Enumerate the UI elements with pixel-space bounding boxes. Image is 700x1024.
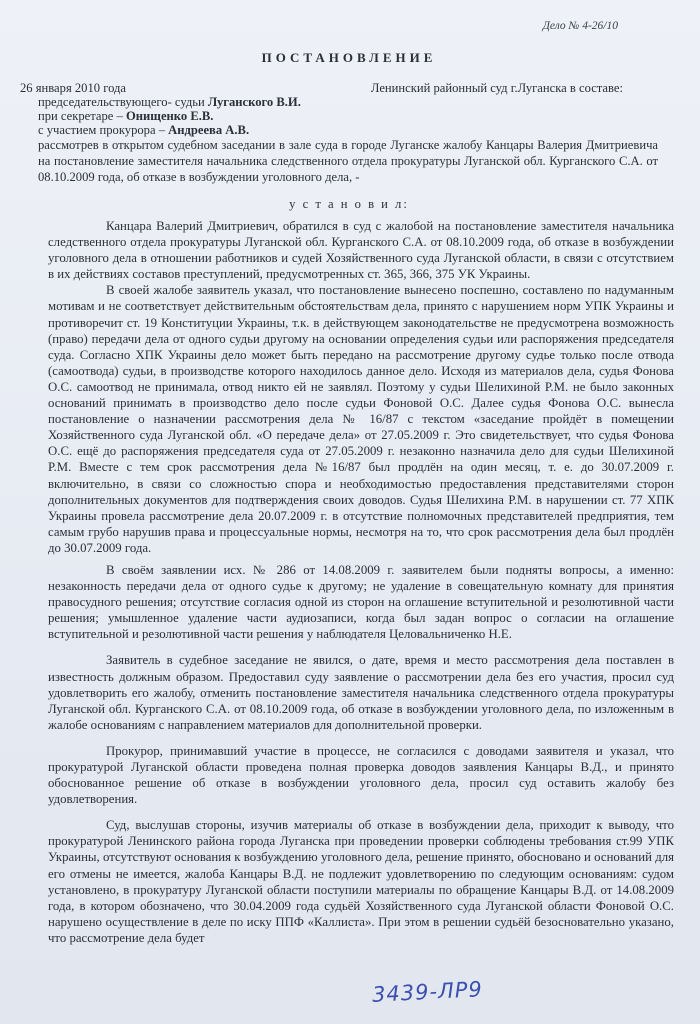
judge-name: Луганского В.И. [207, 95, 301, 109]
paragraph: Суд, выслушав стороны, изучив материалы об отказе в возбуждении дела, приходит к выводу, что прокуратурой Ленинского района города Луганска при проведении проверки соблюдены требования ст.99 УПК Украины, отсутствуют основания к возбуждению уголовного дела, решение принято, обосновано и оснований для его отмены не имеется, жалоба Канцары В.Д. не подлежит удовлетворению по следующим основаниям: судом установлено, в прокуратуру Луганской области поступили материалы по обращение Канцары В.Д. от 14.08.2009 года, в котором обозначено, что 30.04.2009 года судьёй Хозяйственного суда Луганской области Фоновой О.С. нарушено осуществление в деле по иску ППФ «Каллиста». При этом в решении судьёй безосновательно указано, что рассмотрение дела будет [48, 818, 674, 945]
handwritten-number: 3439-ЛР9 [371, 977, 484, 1007]
court-name: Ленинский районный суд г.Луганска в составе: [370, 81, 623, 95]
established-heading: у с т а н о в и л: [289, 197, 409, 211]
case-number: Дело № 4-26/10 [542, 20, 618, 32]
paragraph: В своей жалобе заявитель указал, что постановление вынесено поспешно, составлено по надуманным мотивам и не соответствует действительным обстоятельствам дела, принято с нарушением норм УПК Украины и противоречит ст. 19 Конституции Украины, т.к. в действующем законодательстве не предусмотрена возможность (право) передачи дела от одного судьи другому на основании определения судьи или распоряжения председателя суда. Согласно ХПК Украины дело может быть передано на рассмотрение другому судье только после отвода (самоотвода) судьи, в производстве которого находилось данное дело. Исходя из материалов дела, судья Фонова О.С. самоотвод не принимала, отвод никто ей не заявлял. Поэтому у судьи Шелихиной Р.М. не было законных оснований принимать в производство дело после судьи Фоновой О.С. Далее судья Фонова О.С. вынесла постановление о назначении рассмотрения дела № 16/87 с текстом «заседание пройдёт в помещении Хозяйственного суда Луганской обл. «О передаче дела» от 27.05.2009 г. Это свидетельствует, что судья Фонова О.С. ещё до распоряжения председателя суда от 27.05.2009 г. незаконно назначила дело для судьи Шелихиной Р.М. Вместе с тем срок рассмотрения дела №16/87 был продлён на один месяц, т. е. до 30.07.2009 г. включительно, в связи со сложностью спора и необходимостью предоставления представителями сторон дополнительных документов для подтверждения своих доводов. Судья Шелихина Р.М. в нарушении ст. 77 ХПК Украины провела рассмотрение дела 20.07.2009 г. в отсутствие полномочных представителей предприятия, тем самым грубо нарушив права и процессуальные нормы, несмотря на то, что срок рассмотрения дела был продлён до 30.07.2009 года. [48, 283, 674, 555]
paragraph: Прокурор, принимавший участие в процессе, не согласился с доводами заявителя и указал, что прокуратурой Луганской области проведена полная проверка доводов заявления Канцары В.Д., и принято обоснованное решение об отказе в возбуждении уголовного дела, просил суд оставить жалобу без удовлетворения. [48, 743, 674, 807]
secretary-line [38, 109, 678, 123]
judge-line [38, 95, 678, 109]
paragraph: Канцара Валерий Дмитриевич, обратился в суд с жалобой на постановление заместителя начальника следственного отдела прокуратуры Луганской обл. Курганского С.А. от 08.10.2009 года, об отказе в возбуждении уголовного дела в отношении работников и судей Хозяйственного суда Луганской области, в связи с отсутствием в их действиях составов преступлений, предусмотренных ст. 365, 366, 375 УК Украины. [48, 219, 674, 282]
intro-paragraph: рассмотрев в открытом судебном заседании в зале суда в городе Луганске жалобу Канцары Валерия Дмитриевича на постановление заместителя начальника следственного отдела прокуратуры Луганской обл. Курганского С.А. от 08.10.2009 года, об отказе в возбуждении уголовного дела, - [38, 138, 658, 184]
document-title: ПОСТАНОВЛЕНИЕ [261, 50, 437, 65]
secretary-prefix: при секретаре – [38, 109, 123, 123]
document-date: 26 января 2010 года [20, 81, 127, 95]
paragraph: Заявитель в судебное заседание не явился, о дате, время и место рассмотрения дела поставлен в известность должным образом. Предоставил суду заявление о рассмотрении дела без его участия, просил суд удовлетворить его жалобу, отменить постановление заместителя начальника следственного отдела прокуратуры Луганской обл. Курганского С.А. от 08.10.2009 года, об отказе в возбуждении уголовного дела, по изложенным в жалобе основаниям с направлением материалов для дополнительной проверки. [48, 653, 674, 732]
prosecutor-prefix: с участием прокурора – [38, 123, 165, 137]
prosecutor-line [38, 123, 678, 137]
secretary-name: Онищенко Е.В. [126, 109, 214, 123]
paragraph: В своём заявлении исх. № 286 от 14.08.2009 г. заявителем были подняты вопросы, а именно: незаконность передачи дела от одного судье к другому; не удаление в совещательную комнату для принятия правосудного решения; отсутствие согласия одной из сторон на оглашение вступительной и резолютивной части решения; умышленное удаление части аудиозаписи, когда был задан вопрос о согласии на оглашение вступительной и резолютивной части решения у наблюдателя Целовальниченко Н.Е. [48, 562, 674, 642]
judge-prefix: председательствующего- судьи [38, 95, 205, 109]
date-court-row [20, 81, 678, 95]
prosecutor-name: Андреева А.В. [168, 123, 250, 137]
